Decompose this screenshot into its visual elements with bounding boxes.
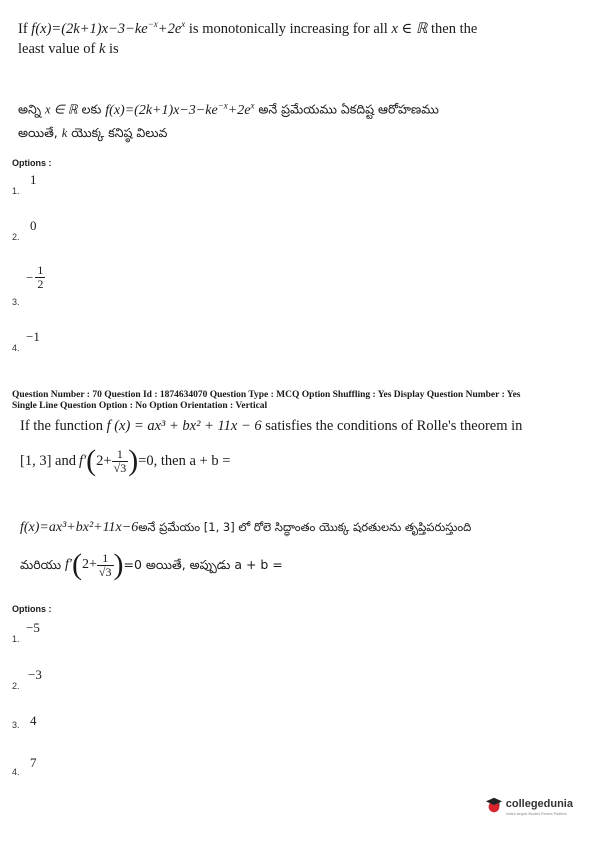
q69-option-1-number: 1. (12, 186, 20, 196)
q70-text-en-line1: If the function f (x) = ax³ + bx² + 11x − 6 satisfies the conditions of Rolle's theorem in (20, 418, 523, 434)
function-expression: $f(x)=(2k+1)x-3-ke^{-x}+2e^x$ (31, 19, 186, 37)
text: least value of (18, 40, 99, 57)
graduation-cap-icon (485, 796, 503, 814)
brand-name: collegedunia (505, 798, 573, 810)
function-expression-te: $f(x)=(2k+1)x-3-ke^{-x}+2e^x$ (105, 100, 255, 118)
q70-text-te-line1: f(x)=ax³+bx²+11x−6అనే ప్రమేయం [1, 3] లో రోలె సిద్ధాంతం యొక్క షరతులను తృప్తిపరుస్తుంది (20, 520, 472, 535)
q70-option-3-number: 3. (12, 720, 20, 730)
q70-options-label: Options : (12, 604, 52, 614)
q69-option-3-value[interactable]: − $\frac{1}{2}$ (26, 263, 44, 291)
text: is monotonically increasing for all (185, 20, 392, 37)
q69-text-en (18, 14, 578, 59)
q69-text-te: అన్ని x ∈ ℝ లకు $f(x)=(2k+1)x-3-ke^{-x}+2e^x$ అనే ప్రమేయము ఏకదిష్ట ఆరోహణము అయితే, k యొక్క కనిష్ఠ విలువ (18, 100, 439, 140)
q70-option-1-number: 1. (12, 634, 20, 644)
collegedunia-logo (485, 794, 573, 816)
q70-option-3-value[interactable]: 4 (30, 713, 37, 728)
q69-option-1-value[interactable]: 1 (30, 172, 37, 187)
text: then the (427, 20, 478, 37)
domain: x ∈ ℝ (391, 20, 428, 37)
q70-option-2-value[interactable]: −3 (28, 667, 42, 682)
q69-option-3-number: 3. (12, 297, 20, 307)
q69-options-label: Options : (12, 158, 52, 168)
q70-option-2-number: 2. (12, 681, 20, 691)
q70-metadata: Question Number : 70 Question Id : 1874634070 Question Type : MCQ Option Shuffling : Yes Display Question Number : Yes Single Line Question Option : No Option Orientation : Vertical (12, 390, 521, 411)
variable-k: k (98, 40, 106, 57)
q69-option-2-value[interactable]: 0 (30, 218, 37, 233)
text: is (105, 40, 119, 57)
q69-option-4-number: 4. (12, 343, 20, 353)
q69-option-4-value[interactable]: −1 (26, 329, 40, 344)
brand-tagline: India's largest Student Review Platform (505, 812, 567, 816)
text: If (18, 20, 32, 37)
q69-option-2-number: 2. (12, 232, 20, 242)
q70-option-4-number: 4. (12, 767, 20, 777)
q70-text-en-line2: [1, 3] and f′ ( 2+ $\frac{1}{√3}$ ) =0, then a + b = (20, 444, 231, 477)
q70-text-te-line2: మరియు f′ ( 2+ $\frac{1}{√3}$ ) =0 అయితే, అప్పుడు a + b = (20, 548, 283, 581)
q70-option-1-value[interactable]: −5 (26, 620, 40, 635)
q70-option-4-value[interactable]: 7 (30, 755, 37, 770)
